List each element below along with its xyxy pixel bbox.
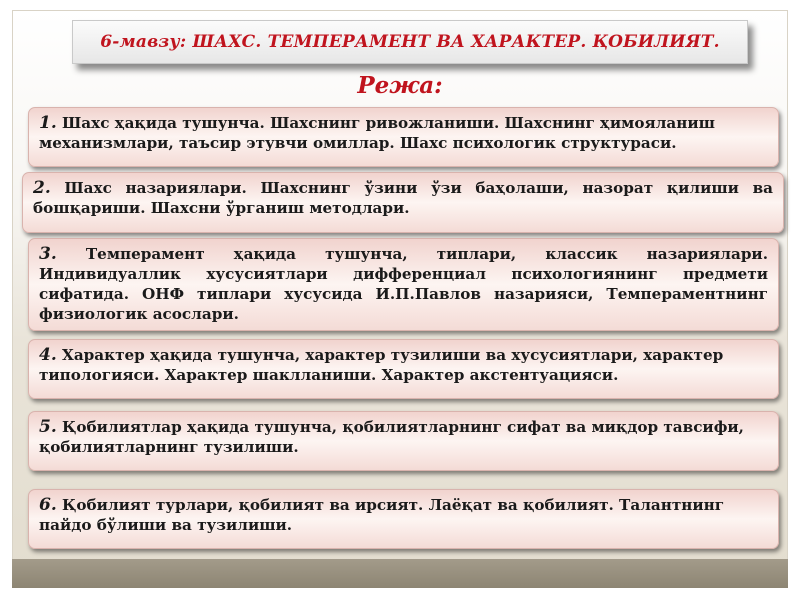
topic-title	[100, 32, 720, 52]
plan-item-6	[28, 489, 779, 549]
topic-title-bar	[72, 20, 748, 64]
plan-item-5	[28, 411, 779, 471]
plan-item-text: Қобилиятлар ҳақида тушунча, қобилиятларнинг сифат ва миқдор тавсифи, қобилиятларнинг тузилиши.	[39, 418, 744, 456]
plan-item-number: 2.	[33, 178, 51, 198]
plan-item-1	[28, 107, 779, 167]
plan-item-2	[22, 172, 784, 233]
slide-footer-band	[12, 559, 788, 588]
plan-item-number: 6.	[39, 495, 57, 515]
plan-item-text: Темперамент ҳақида тушунча, типлари, классик назариялари. Индивидуаллик хусусиятлари дифференциал психологиянинг предмети сифатида. ОНФ типлари хусусида И.П.Павлов назарияси, Темпераментнинг физиологик асослари.	[39, 245, 768, 323]
plan-item-text: Шахс назариялари. Шахснинг ўзини ўзи баҳолаши, назорат қилиши ва бошқариши. Шахсни ўрганиш методлари.	[33, 179, 773, 217]
plan-item-text: Характер ҳақида тушунча, характер тузилиши ва хусусиятлари, характер типологияси. Характер шаклланиши. Характер акстентуацияси.	[39, 346, 724, 384]
plan-item-number: 4.	[39, 345, 57, 365]
plan-item-number: 1.	[39, 113, 57, 133]
plan-item-text: Қобилият турлари, қобилият ва ирсият. Лаёқат ва қобилият. Талантнинг пайдо бўлиши ва тузилиши.	[39, 496, 725, 534]
topic-name: ШАХС. ТЕМПЕРАМЕНТ ВА ХАРАКТЕР. ҚОБИЛИЯТ.	[192, 32, 720, 52]
topic-number: 6-мавзу:	[100, 32, 187, 52]
plan-item-number: 5.	[39, 417, 57, 437]
plan-heading: Режа:	[357, 72, 443, 99]
plan-item-4	[28, 339, 779, 399]
plan-item-3	[28, 238, 779, 331]
plan-item-text: Шахс ҳақида тушунча. Шахснинг ривожланиши. Шахснинг ҳимояланиш механизмлари, таъсир этувчи омиллар. Шахс психологик структураси.	[39, 114, 715, 152]
plan-item-number: 3.	[39, 244, 57, 264]
